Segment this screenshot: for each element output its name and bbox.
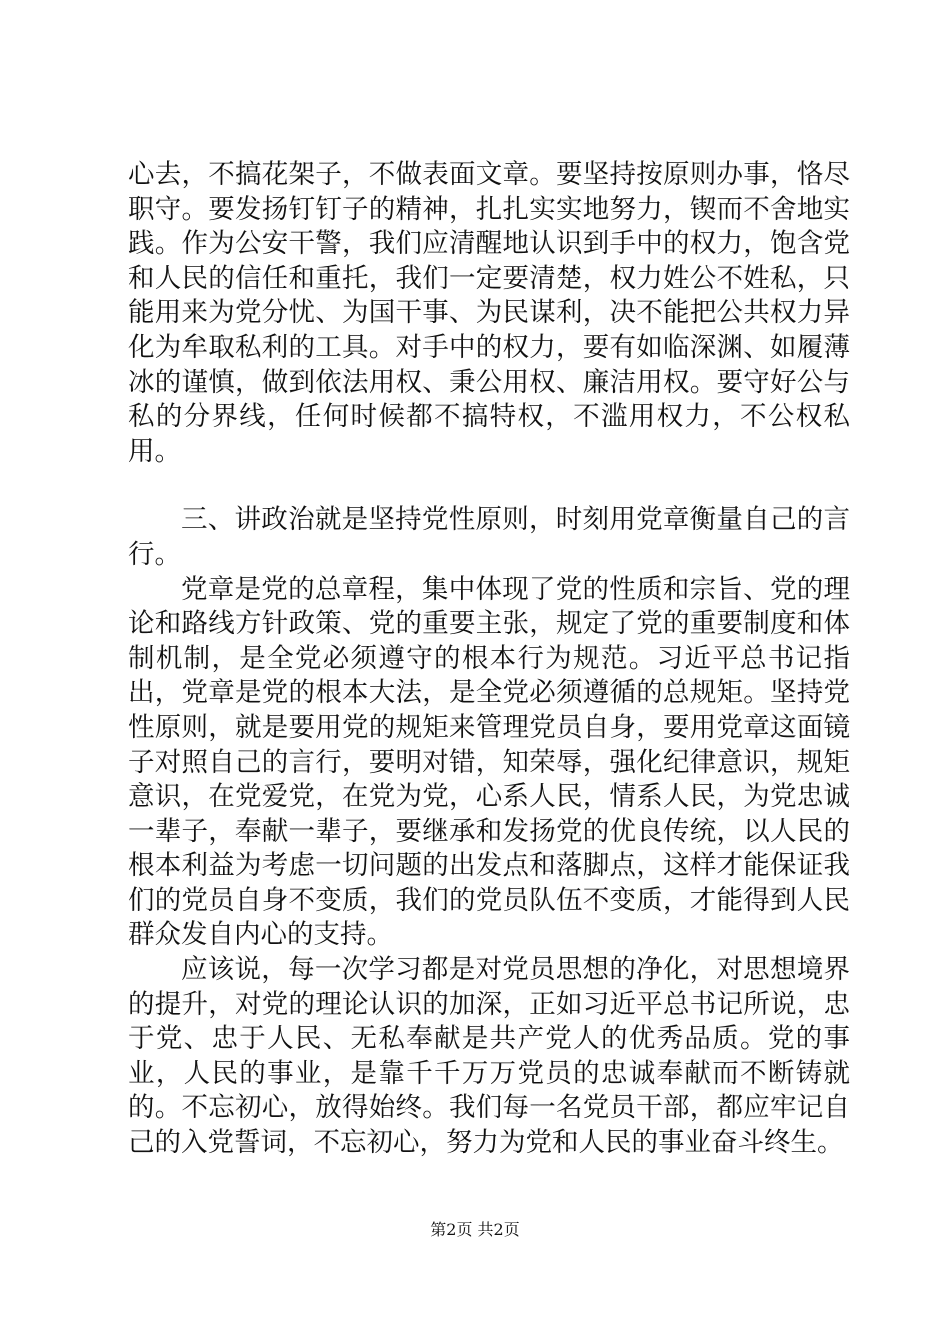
paragraph-gap xyxy=(128,469,850,503)
paragraph-continuation: 心去，不搞花架子，不做表面文章。要坚持按原则办事，恪尽职守。要发扬钉钉子的精神，扎扎实实地努力，锲而不舍地实践。作为公安干警，我们应清醒地认识到手中的权力，饱含党和人民的信任和重托，我们一定要清楚，权力姓公不姓私，只能用来为党分忧、为国干事、为民谋利，决不能把公共权力异化为牟取私利的工具。对手中的权力，要有如临深渊、如履薄冰的谨慎，做到依法用权、秉公用权、廉洁用权。要守好公与私的分界线，任何时候都不搞特权，不滥用权力，不公权私用。 xyxy=(128,159,850,467)
paragraph-party-constitution: 党章是党的总章程，集中体现了党的性质和宗旨、党的理论和路线方针政策、党的重要主张，规定了党的重要制度和体制机制，是全党必须遵守的根本行为规范。习近平总书记指出，党章是党的根本大法，是全党必须遵循的总规矩。坚持党性原则，就是要用党的规矩来管理党员自身，要用党章这面镜子对照自己的言行，要明对错，知荣辱，强化纪律意识，规矩意识，在党爱党，在党为党，心系人民，情系人民，为党忠诚一辈子，奉献一辈子，要继承和发扬党的优良传统，以人民的根本利益为考虑一切问题的出发点和落脚点，这样才能保证我们的党员自身不变质，我们的党员队伍不变质，才能得到人民群众发自内心的支持。 xyxy=(128,573,850,951)
page-footer: 第2页 共2页 xyxy=(430,1220,520,1239)
section-heading-3: 三、讲政治就是坚持党性原则，时刻用党章衡量自己的言行。 xyxy=(128,504,850,570)
paragraph-conclusion: 应该说，每一次学习都是对党员思想的净化，对思想境界的提升，对党的理论认识的加深，正如习近平总书记所说，忠于党、忠于人民、无私奉献是共产党人的优秀品质。党的事业，人民的事业，是靠千千万万党员的忠诚奉献而不断铸就的。不忘初心，放得始终。我们每一名党员干部，都应牢记自己的入党誓词，不忘初心，努力为党和人民的事业奋斗终生。 xyxy=(128,954,850,1159)
document-body xyxy=(128,158,850,1161)
